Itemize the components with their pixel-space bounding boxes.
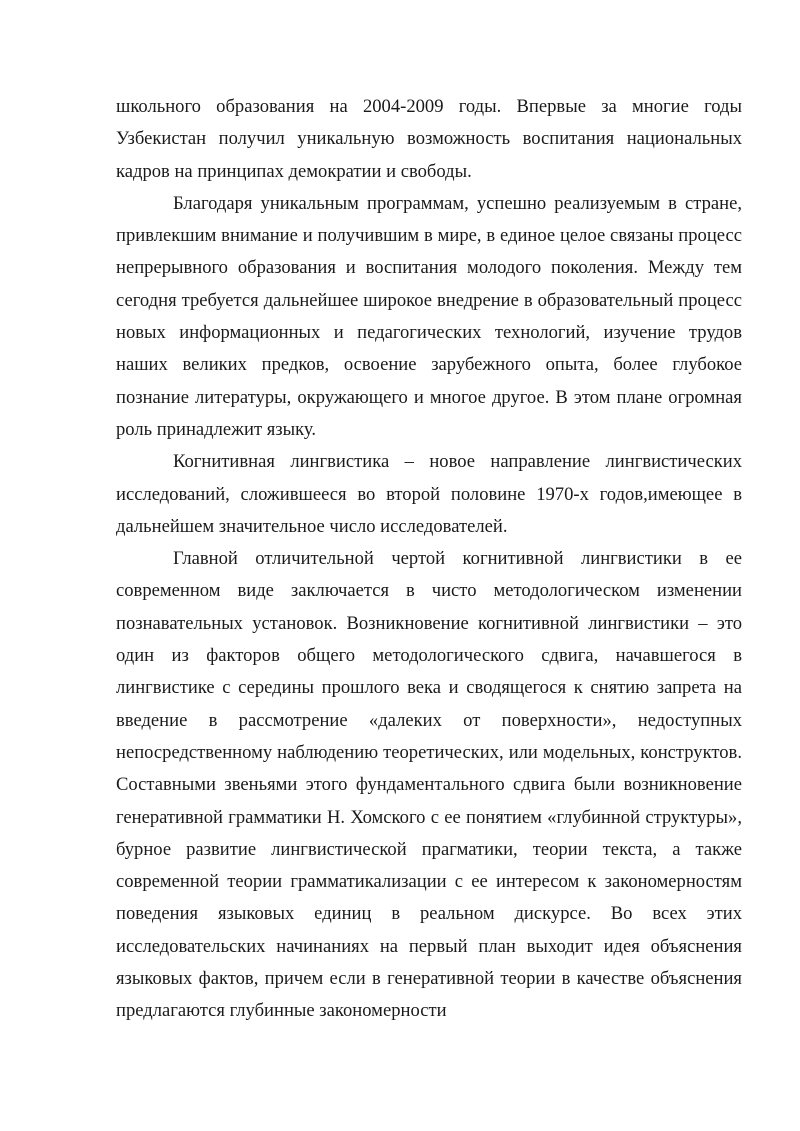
paragraph-education-programs: Благодаря уникальным программам, успешно реализуемым в стране, привлекшим внимание и получившим в мире, в единое целое связаны процесс непрерывного образования и воспитания молодого поколения. Между тем сегодня требуется дальнейшее широкое внедрение в образовательный процесс новых информационных и педагогических технологий, изучение трудов наших великих предков, освоение зарубежного опыта, более глубокое познание литературы, окружающего и многое другое. В этом плане огромная роль принадлежит языку. [116, 192, 742, 440]
paragraph-cognitive-linguistics-features: Главной отличительной чертой когнитивной лингвистики в ее современном виде заключается в чисто методологическом изменении познавательных установок. Возникновение когнитивной лингвистики – это один из факторов общего методологического сдвига, начавшегося в лингвистике с середины прошлого века и сводящегося к снятию запрета на введение в рассмотрение «далеких от поверхности», недоступных непосредственному наблюдению теоретических, или модельных, конструктов. Составными звеньями этого фундаментального сдвига были возникновение генеративной грамматики Н. Хомского с ее понятием «глубинной структуры», бурное развитие лингвистической прагматики, теории текста, а также современной теории грамматикализации с ее интересом к закономерностям поведения языковых единиц в реальном дискурсе. Во всех этих исследовательских начинаниях на первый план выходит идея объяснения языковых фактов, причем если в генеративной теории в качестве объяснения предлагаются глубинные закономерности [116, 548, 742, 1022]
paragraph-continuation: школьного образования на 2004-2009 годы. Впервые за многие годы Узбекистан получил уникальную возможность воспитания национальных кадров на принципах демократии и свободы. [116, 96, 742, 182]
paragraph-cognitive-linguistics-definition: Когнитивная лингвистика – новое направление лингвистических исследований, сложившееся во второй половине 1970-х годов,имеющее в дальнейшем значительное число исследователей. [116, 451, 742, 537]
body-text [116, 91, 742, 1028]
